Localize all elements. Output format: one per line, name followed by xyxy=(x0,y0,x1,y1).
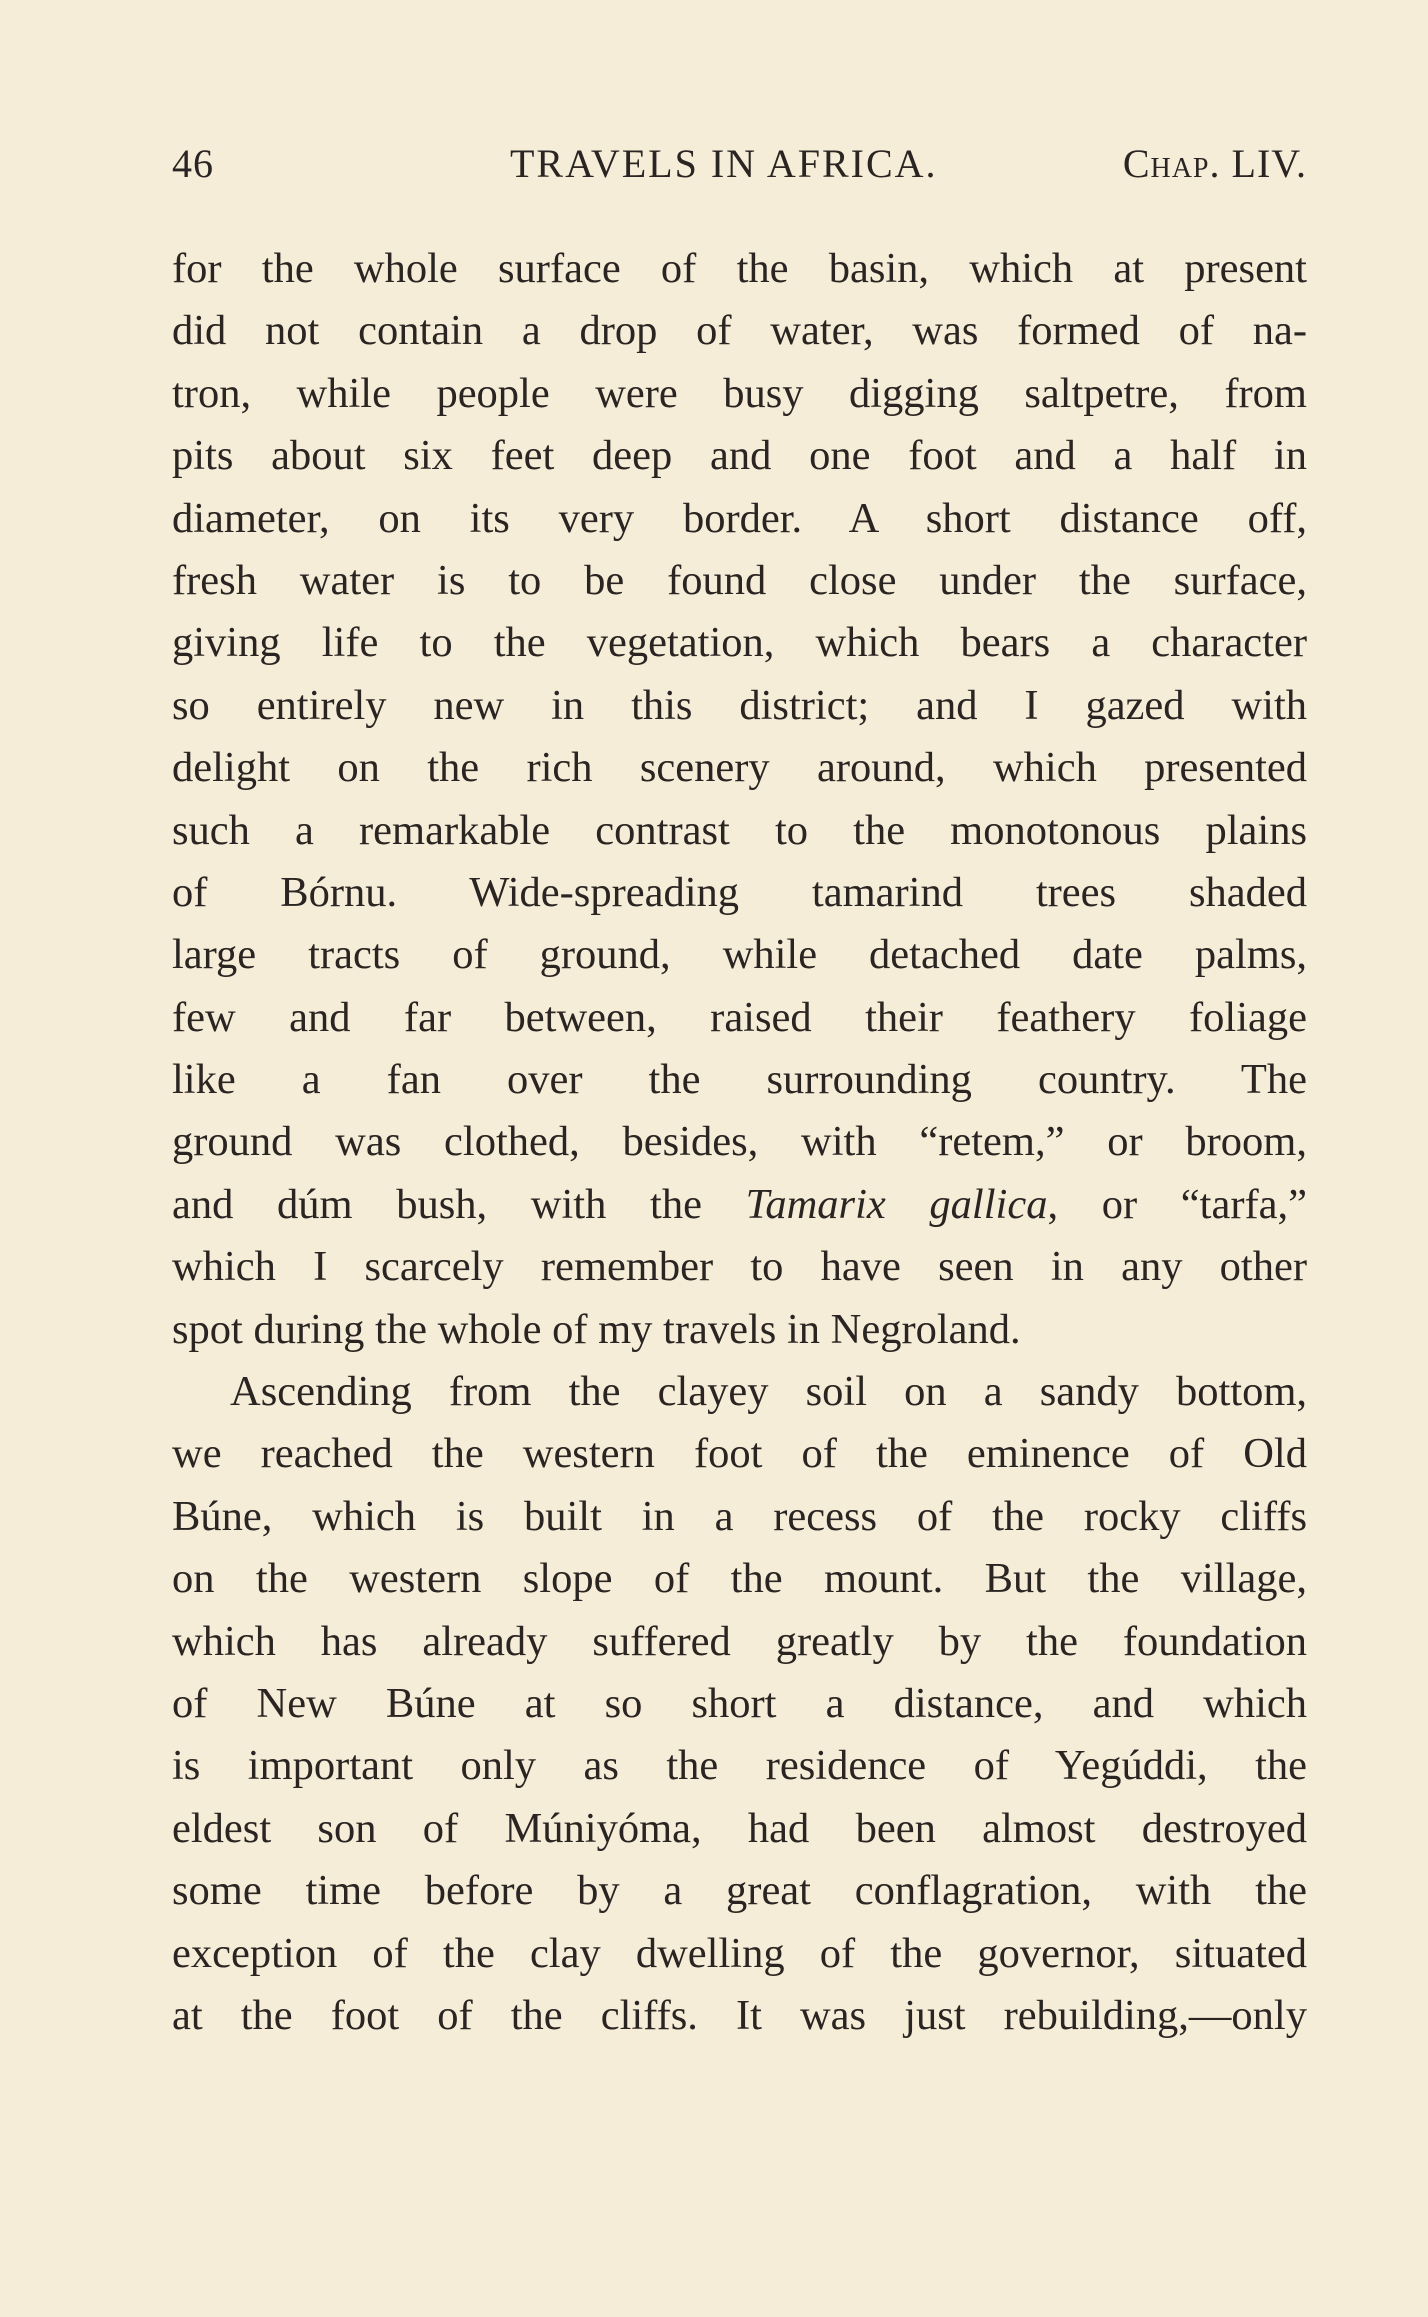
chapter-label: Chap. LIV. xyxy=(1122,141,1307,186)
text-line: ground was clothed, besides, with “retem,” or broom, xyxy=(172,1118,1307,1166)
body-text xyxy=(172,238,1307,2047)
text-line: of Bórnu. Wide-spreading tamarind trees shaded xyxy=(172,868,1307,916)
text-line: so entirely new in this district; and I gazed with xyxy=(172,681,1307,729)
text-line: for the whole surface of the basin, which at present xyxy=(172,245,1307,292)
text-line: fresh water is to be found close under the surface, xyxy=(172,556,1307,604)
text-line: like a fan over the surrounding country. The xyxy=(172,1056,1307,1104)
text-run: , or “tarfa,” xyxy=(1047,1180,1307,1228)
text-line: of New Búne at so short a distance, and which xyxy=(172,1679,1307,1727)
text-line: tron, while people were busy digging saltpetre, from xyxy=(172,369,1307,417)
text-line: exception of the clay dwelling of the governor, situated xyxy=(172,1929,1307,1977)
text-line: diameter, on its very border. A short distance off, xyxy=(172,494,1307,542)
text-line-tamarix xyxy=(172,1174,1307,1236)
text-line: at the foot of the cliffs. It was just rebuilding,—only xyxy=(172,1991,1307,2039)
text-line: is important only as the residence of Yegúddi, the xyxy=(172,1742,1307,1790)
text-line: large tracts of ground, while detached date palms, xyxy=(172,931,1307,979)
italic-term: Tamarix gallica xyxy=(745,1180,1048,1228)
text-line: few and far between, raised their feathery foliage xyxy=(172,993,1307,1041)
text-line: Búne, which is built in a recess of the rocky cliffs xyxy=(172,1492,1307,1540)
text-line: we reached the western foot of the eminence of Old xyxy=(172,1430,1307,1478)
text-line: spot during the whole of my travels in Negroland. xyxy=(172,1305,1021,1353)
text-line: giving life to the vegetation, which bears a character xyxy=(172,619,1307,667)
running-header xyxy=(172,140,1307,200)
page-number: 46 xyxy=(172,141,214,186)
text-line: delight on the rich scenery around, which presented xyxy=(172,744,1307,792)
text-line: did not contain a drop of water, was formed of na- xyxy=(172,307,1307,355)
text-line: eldest son of Múniyóma, had been almost destroyed xyxy=(172,1804,1307,1852)
text-line: on the western slope of the mount. But the village, xyxy=(172,1555,1307,1603)
text-line: pits about six feet deep and one foot and a half in xyxy=(172,432,1307,480)
text-run: and dúm bush, with the xyxy=(172,1180,746,1228)
text-line: some time before by a great conflagration, with the xyxy=(172,1867,1307,1915)
running-title: TRAVELS IN AFRICA. xyxy=(510,141,938,186)
text-line: such a remarkable contrast to the monotonous plains xyxy=(172,806,1307,854)
paragraph-start-line: Ascending from the clayey soil on a sandy bottom, xyxy=(230,1368,1307,1416)
text-line: which has already suffered greatly by the foundation xyxy=(172,1617,1307,1665)
text-line: which I scarcely remember to have seen in any other xyxy=(172,1243,1307,1291)
